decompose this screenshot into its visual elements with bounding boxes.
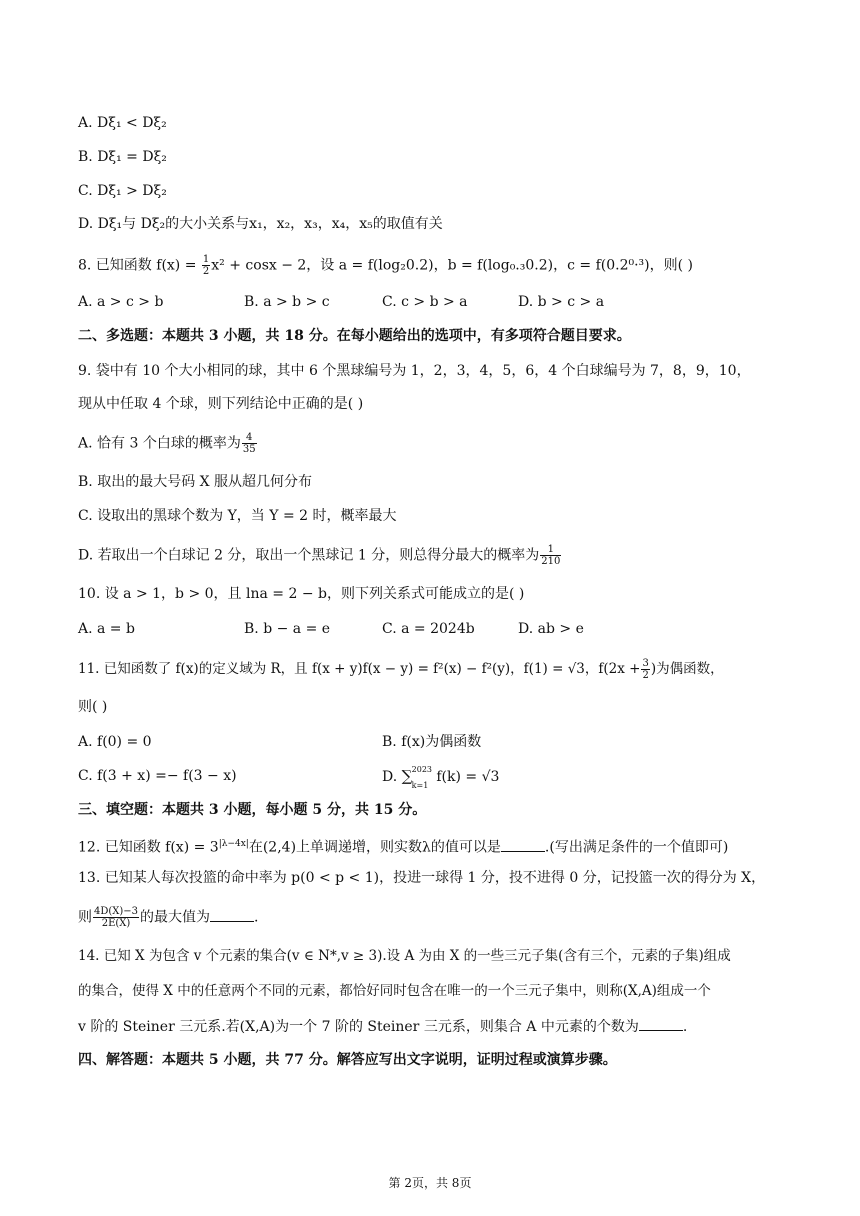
q9-stem-line1: 9. 袋中有 10 个大小相同的球，其中 6 个黑球编号为 1，2，3，4，5，6，4 个白球编号为 7，8，9，10，: [78, 363, 751, 379]
q9-option-a-text: A. 恰有 3 个白球的概率为: [78, 435, 241, 452]
section-3-heading: 三、填空题：本题共 3 小题，每小题 5 分，共 15 分。: [78, 802, 427, 818]
q9-option-d-text: D. 若取出一个白球记 2 分，取出一个黑球记 1 分，则总得分最大的概率为: [78, 547, 540, 564]
q14-line2: 的集合，使得 X 中的任意两个不同的元素，都恰好同时包含在唯一的一个三元子集中，则称(X,A)组成一个: [78, 983, 711, 999]
q9-d-den: 210: [541, 556, 561, 567]
q13-fraction: [93, 906, 139, 929]
q7-option-c: C. Dξ₁ > Dξ₂: [78, 183, 167, 199]
q8-stem: [78, 254, 800, 277]
q11-frac-den: 2: [642, 670, 649, 681]
q9-option-d: [78, 544, 800, 567]
q9-option-a: [78, 432, 800, 455]
q11-stem-a: 11. 已知函数了 f(x)的定义域为 R，且 f(x + y)f(x − y) = f²(x) − f²(y)，f(1) = √3，f(2x +: [78, 661, 641, 677]
q9-d-num: 1: [540, 544, 561, 556]
q8-option-d: D. b > c > a: [518, 294, 605, 310]
q9-stem-line2: 现从中任取 4 个球，则下列结论中正确的是( ): [78, 396, 364, 412]
q11-sum-upper: 2023: [411, 765, 432, 774]
q9-option-c: C. 设取出的黑球个数为 Y，当 Y = 2 时，概率最大: [78, 508, 397, 524]
q12-stem: [78, 834, 800, 858]
q8-fraction: [202, 254, 210, 277]
q11-option-c: C. f(3 + x) =− f(3 − x): [78, 768, 237, 784]
q12-answer-blank: [501, 837, 545, 852]
section-2-heading: 二、多选题：本题共 3 小题，共 18 分。在每小题给出的选项中，有多项符合题目要求。: [78, 328, 631, 344]
q13-stem-line1: 13. 已知某人每次投篮的命中率为 p(0 < p < 1)，投进一球得 1 分，投不进得 0 分，记投篮一次的得分为 X，: [78, 870, 766, 886]
section-4-heading: 四、解答题：本题共 5 小题，共 77 分。解答应写出文字说明，证明过程或演算步骤。: [78, 1052, 617, 1068]
q14-answer-blank: [639, 1016, 683, 1031]
q9-option-b: B. 取出的最大号码 X 服从超几何分布: [78, 474, 313, 490]
q8-stem-a: 8. 已知函数 f(x) =: [78, 257, 197, 274]
q11-stem: [78, 658, 800, 681]
q8-option-b: B. a > b > c: [244, 294, 330, 310]
q14-line3: [78, 1016, 800, 1037]
q10-option-c: C. a = 2024b: [382, 621, 475, 637]
q14-line3-text: v 阶的 Steiner 三元系.若(X,A)为一个 7 阶的 Steiner 三元系，则集合 A 中元素的个数为: [78, 1019, 639, 1035]
q11-sum-lower: k=1: [411, 781, 429, 790]
q9-option-a-fraction: [242, 432, 257, 455]
q10-option-a: A. a = b: [78, 621, 135, 637]
q11-option-a: A. f(0) = 0: [78, 734, 152, 750]
sigma-icon: ∑ 2023 k=1: [402, 766, 413, 786]
q9-option-d-fraction: [540, 544, 561, 567]
q7-option-d: D. Dξ₁与 Dξ₂的大小关系与x₁，x₂，x₃，x₄，x₅的取值有关: [78, 216, 443, 232]
q9-a-num: 4: [242, 432, 257, 444]
q10-option-d: D. ab > e: [518, 621, 584, 637]
q11-option-b: B. f(x)为偶函数: [382, 734, 482, 750]
q11-stem-b: )为偶函数，: [650, 661, 724, 677]
q12-exponent: |λ−4x|: [218, 839, 249, 849]
q8-option-a: A. a > c > b: [78, 294, 164, 310]
q13-frac-den: 2E(X): [101, 918, 131, 929]
q13-end: .: [254, 909, 259, 926]
q13-pre: 则: [78, 909, 92, 926]
q11-stem-line2: 则( ): [78, 699, 108, 715]
q14-line1: 14. 已知 X 为包含 v 个元素的集合(v ∈ N*,v ≥ 3).设 A 为由 X 的一些三元子集(含有三个，元素的子集)组成: [78, 948, 731, 964]
q10-stem: 10. 设 a > 1，b > 0，且 lna = 2 − b，则下列关系式可能成立的是( ): [78, 586, 525, 602]
q12-stem-c: .(写出满足条件的一个值即可): [544, 839, 729, 856]
q11-frac-num: 3: [642, 658, 649, 669]
page-footer: 第 2页，共 8页: [388, 1176, 472, 1190]
q10-option-b: B. b − a = e: [244, 621, 331, 637]
q11-option-d-label: D.: [382, 769, 398, 785]
q12-stem-a: 12. 已知函数 f(x) = 3: [78, 839, 219, 856]
q8-option-c: C. c > b > a: [382, 294, 468, 310]
q8-frac-den: 2: [202, 266, 210, 277]
q7-option-a: A. Dξ₁ < Dξ₂: [78, 115, 167, 131]
q13-stem-line2: [78, 906, 800, 929]
q8-stem-b: x² + cosx − 2，设 a = f(log₂0.2)，b = f(log₀.₃0.2)，c = f(0.2⁰·³)，则( ): [211, 257, 693, 274]
q12-stem-b: 在(2,4)上单调递增，则实数λ的值可以是: [248, 839, 501, 856]
q13-answer-blank: [210, 907, 254, 922]
q14-end: .: [682, 1019, 688, 1035]
q11-fraction: [641, 658, 649, 681]
q9-a-den: 35: [242, 444, 256, 455]
q7-option-b: B. Dξ₁ = Dξ₂: [78, 149, 167, 165]
q8-frac-num: 1: [202, 254, 210, 265]
q13-post: 的最大值为: [140, 909, 211, 926]
q11-option-d-text: f(k) = √3: [436, 769, 500, 785]
q13-frac-num: 4D(X)−3: [94, 906, 139, 917]
q11-option-d: [382, 765, 500, 790]
